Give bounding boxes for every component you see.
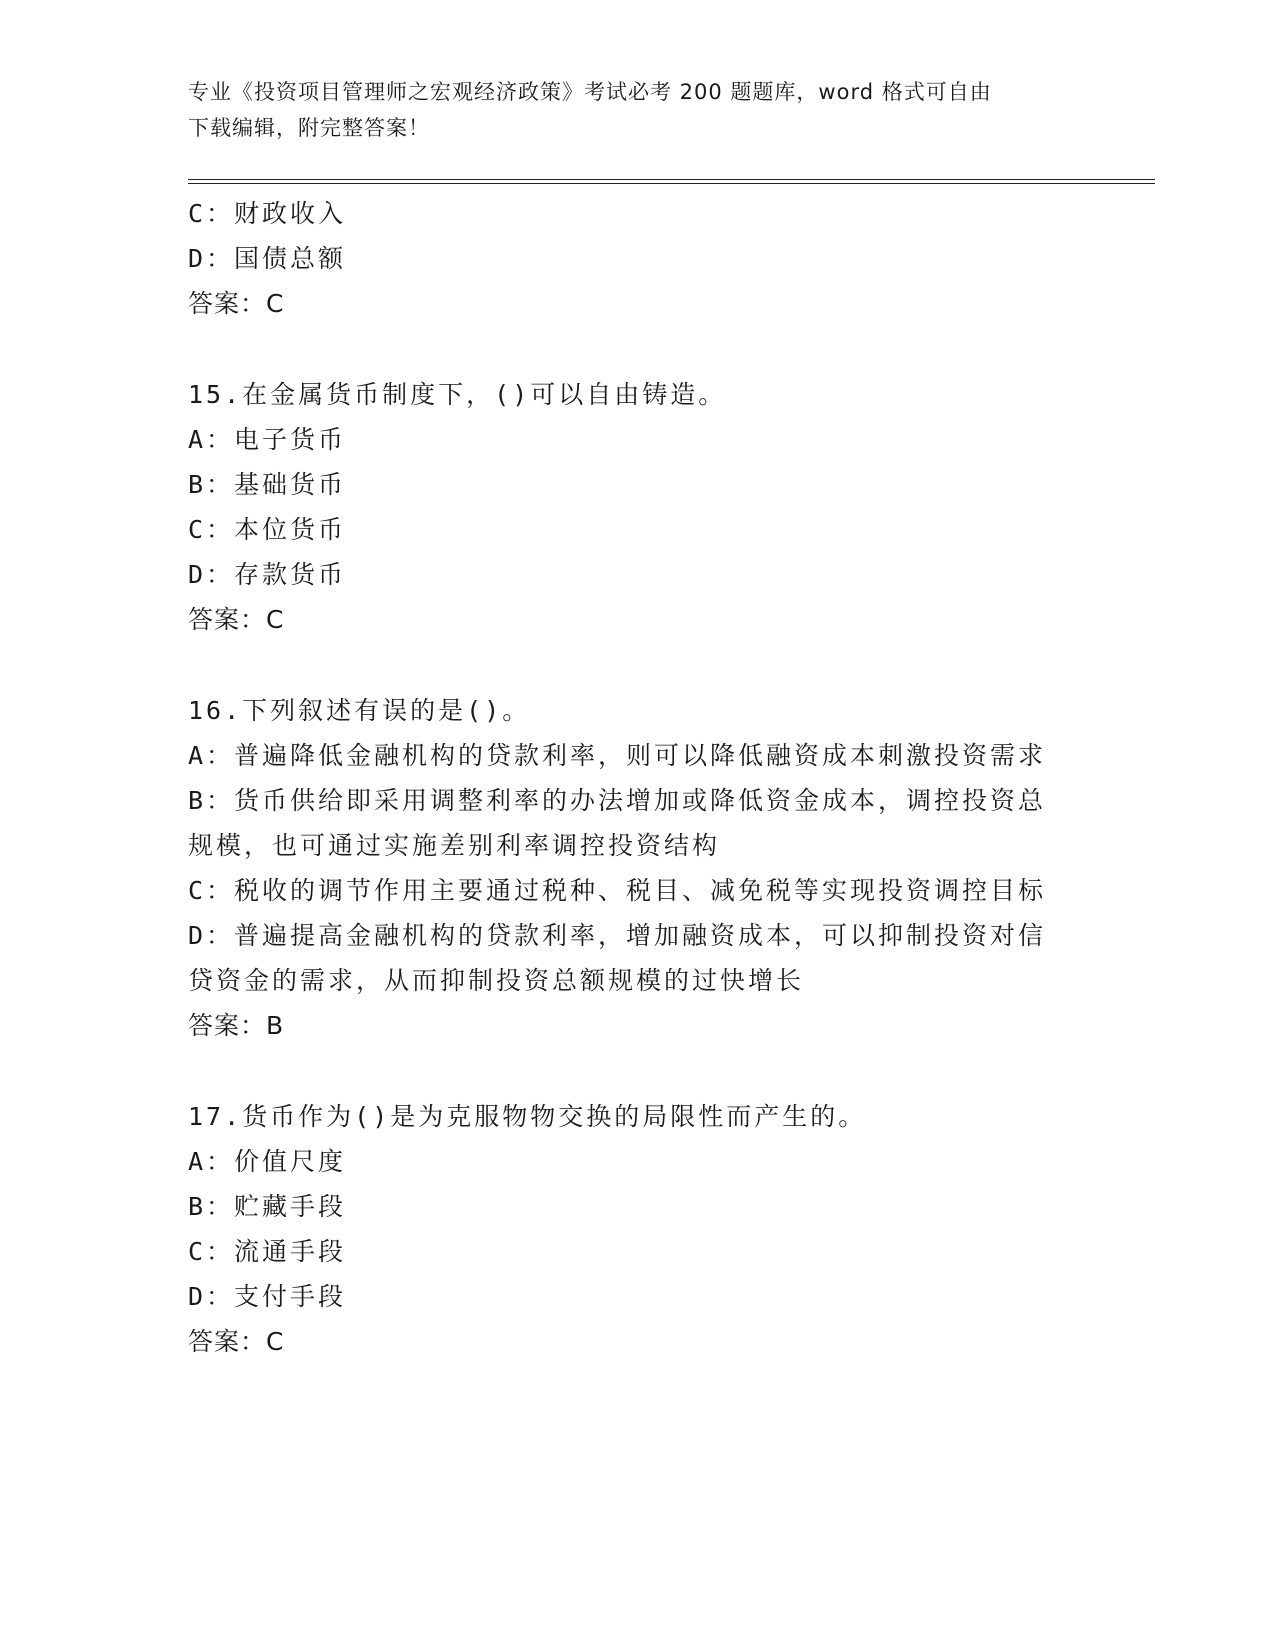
option-a: A：普遍降低金融机构的贷款利率，则可以降低融资成本刺激投资需求 <box>188 741 1047 770</box>
option-c: C：财政收入 <box>188 199 347 228</box>
option-c: C：本位货币 <box>188 515 347 544</box>
question-14-tail <box>188 191 1088 326</box>
option-b-line-1: B：货币供给即采用调整利率的办法增加或降低资金成本，调控投资总 <box>188 786 1047 815</box>
question-stem: 17.货币作为()是为克服物物交换的局限性而产生的。 <box>188 1102 867 1131</box>
header-line-1: 专业《投资项目管理师之宏观经济政策》考试必考 200 题题库，word 格式可自由 <box>188 80 992 104</box>
option-a: A：电子货币 <box>188 425 347 454</box>
header-line-2: 下载编辑，附完整答案！ <box>188 116 430 140</box>
option-d: D：支付手段 <box>188 1282 347 1311</box>
option-b-line-2: 规模，也可通过实施差别利率调控投资结构 <box>188 831 721 860</box>
answer: 答案：B <box>188 1011 285 1040</box>
option-d: D：国债总额 <box>188 244 347 273</box>
option-d-line-2: 贷资金的需求，从而抑制投资总额规模的过快增长 <box>188 966 805 995</box>
option-a: A：价值尺度 <box>188 1147 347 1176</box>
option-b: B：基础货币 <box>188 470 347 499</box>
option-d-line-1: D：普遍提高金融机构的贷款利率，增加融资成本，可以抑制投资对信 <box>188 921 1047 950</box>
question-list <box>188 191 1088 1364</box>
option-d: D：存款货币 <box>188 560 347 589</box>
header-rule-top <box>188 179 1155 180</box>
answer: 答案：C <box>188 1327 285 1356</box>
answer: 答案：C <box>188 289 285 318</box>
question-15 <box>188 372 1088 642</box>
question-stem: 16.下列叙述有误的是()。 <box>188 696 531 725</box>
question-16 <box>188 688 1088 1048</box>
document-header <box>188 74 1088 146</box>
header-rule-bottom <box>188 183 1155 184</box>
option-b: B：贮藏手段 <box>188 1192 347 1221</box>
option-c: C：流通手段 <box>188 1237 347 1266</box>
question-stem: 15.在金属货币制度下，()可以自由铸造。 <box>188 380 727 409</box>
answer: 答案：C <box>188 605 285 634</box>
question-17 <box>188 1094 1088 1364</box>
option-c: C：税收的调节作用主要通过税种、税目、减免税等实现投资调控目标 <box>188 876 1047 905</box>
